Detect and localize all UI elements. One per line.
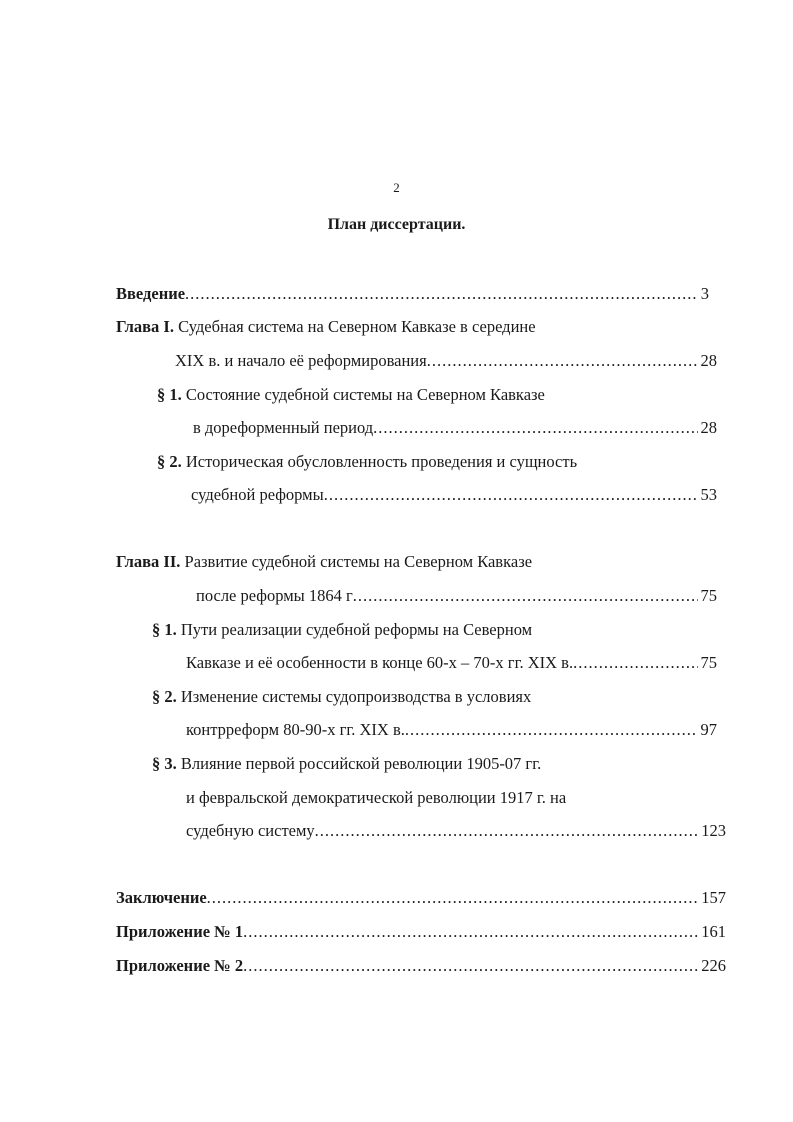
toc-label: судебной реформы xyxy=(191,485,324,504)
document-title: План диссертации. xyxy=(327,216,466,233)
toc-section-title: Пути реализации судебной реформы на Северном xyxy=(180,620,533,639)
toc-page: 226 xyxy=(701,956,726,975)
leader-dots xyxy=(324,484,698,506)
toc-page: 161 xyxy=(701,922,726,941)
toc-entry-ch2-sec1-heading[interactable] xyxy=(152,619,532,641)
toc-chapter-title: Развитие судебной системы на Северном Кавказе xyxy=(184,552,533,571)
toc-section-label: § 3. xyxy=(152,754,177,773)
toc-entry-ch2-sec2-heading[interactable] xyxy=(152,686,531,708)
toc-entry-ch2-sec3-line2[interactable] xyxy=(186,787,566,809)
leader-dots xyxy=(207,887,699,909)
leader-dots xyxy=(405,719,698,741)
toc-section-label: § 2. xyxy=(152,687,177,706)
toc-label: в дореформенный период xyxy=(193,418,374,437)
toc-page: 53 xyxy=(700,485,717,504)
toc-page: 75 xyxy=(700,653,717,672)
toc-page: 28 xyxy=(700,418,717,437)
leader-dots xyxy=(353,585,698,607)
toc-entry-ch1-sec1[interactable] xyxy=(193,417,717,439)
toc-label: Кавказе и её особенности в конце 60-х – 70-х гг. XIX в. xyxy=(186,653,574,672)
toc-page: 157 xyxy=(701,888,726,907)
toc-label: XIX в. и начало её реформирования xyxy=(175,351,427,370)
leader-dots xyxy=(373,417,697,439)
toc-entry-ch1-sec2[interactable] xyxy=(191,484,717,506)
toc-label: судебную систему xyxy=(186,821,315,840)
leader-dots xyxy=(427,350,698,372)
toc-section-title-cont: и февральской демократической революции 1917 г. на xyxy=(186,788,567,807)
toc-label: Введение xyxy=(116,284,186,303)
toc-entry-chapter1-heading[interactable] xyxy=(116,316,536,338)
toc-section-title: Влияние первой российской революции 1905-07 гг. xyxy=(180,754,542,773)
toc-label: Заключение xyxy=(116,888,207,907)
leader-dots xyxy=(243,955,698,977)
toc-entry-ch2-sec2[interactable] xyxy=(186,719,717,741)
toc-page: 123 xyxy=(701,821,726,840)
toc-chapter-title: Судебная система на Северном Кавказе в середине xyxy=(178,317,536,336)
leader-dots xyxy=(315,820,699,842)
toc-chapter-label: Глава II. xyxy=(116,552,181,571)
toc-label: Приложение № 1 xyxy=(116,922,244,941)
toc-page: 3 xyxy=(700,284,709,303)
toc-entry-chapter2[interactable] xyxy=(196,585,717,607)
toc-chapter-label: Глава I. xyxy=(116,317,174,336)
toc-entry-appendix1[interactable] xyxy=(116,921,726,943)
toc-entry-chapter2-heading[interactable] xyxy=(116,551,532,573)
toc-section-label: § 1. xyxy=(157,385,182,404)
toc-entry-ch1-sec1-heading[interactable] xyxy=(157,384,545,406)
toc-page: 75 xyxy=(700,586,717,605)
toc-entry-ch2-sec3[interactable] xyxy=(186,820,726,842)
page-number: 2 xyxy=(393,180,400,195)
toc-label: после реформы 1864 г xyxy=(196,586,353,605)
leader-dots xyxy=(573,652,697,674)
toc-label: контрреформ 80-90-х гг. XIX в. xyxy=(186,720,405,739)
toc-page: 97 xyxy=(700,720,717,739)
leader-dots xyxy=(243,921,698,943)
toc-label: Приложение № 2 xyxy=(116,956,244,975)
toc-entry-appendix2[interactable] xyxy=(116,955,726,977)
toc-page: 28 xyxy=(700,351,717,370)
toc-entry-introduction[interactable] xyxy=(116,283,709,305)
toc-section-title: Изменение системы судопроизводства в условиях xyxy=(180,687,532,706)
toc-entry-conclusion[interactable] xyxy=(116,887,726,909)
toc-entry-ch2-sec3-heading[interactable] xyxy=(152,753,541,775)
toc-section-title: Состояние судебной системы на Северном Кавказе xyxy=(185,385,545,404)
leader-dots xyxy=(185,283,698,305)
toc-entry-chapter1[interactable] xyxy=(175,350,717,372)
toc-entry-ch1-sec2-heading[interactable] xyxy=(157,451,577,473)
toc-section-label: § 2. xyxy=(157,452,182,471)
toc-section-label: § 1. xyxy=(152,620,177,639)
toc-section-title: Историческая обусловленность проведения и сущность xyxy=(185,452,578,471)
toc-entry-ch2-sec1[interactable] xyxy=(186,652,717,674)
